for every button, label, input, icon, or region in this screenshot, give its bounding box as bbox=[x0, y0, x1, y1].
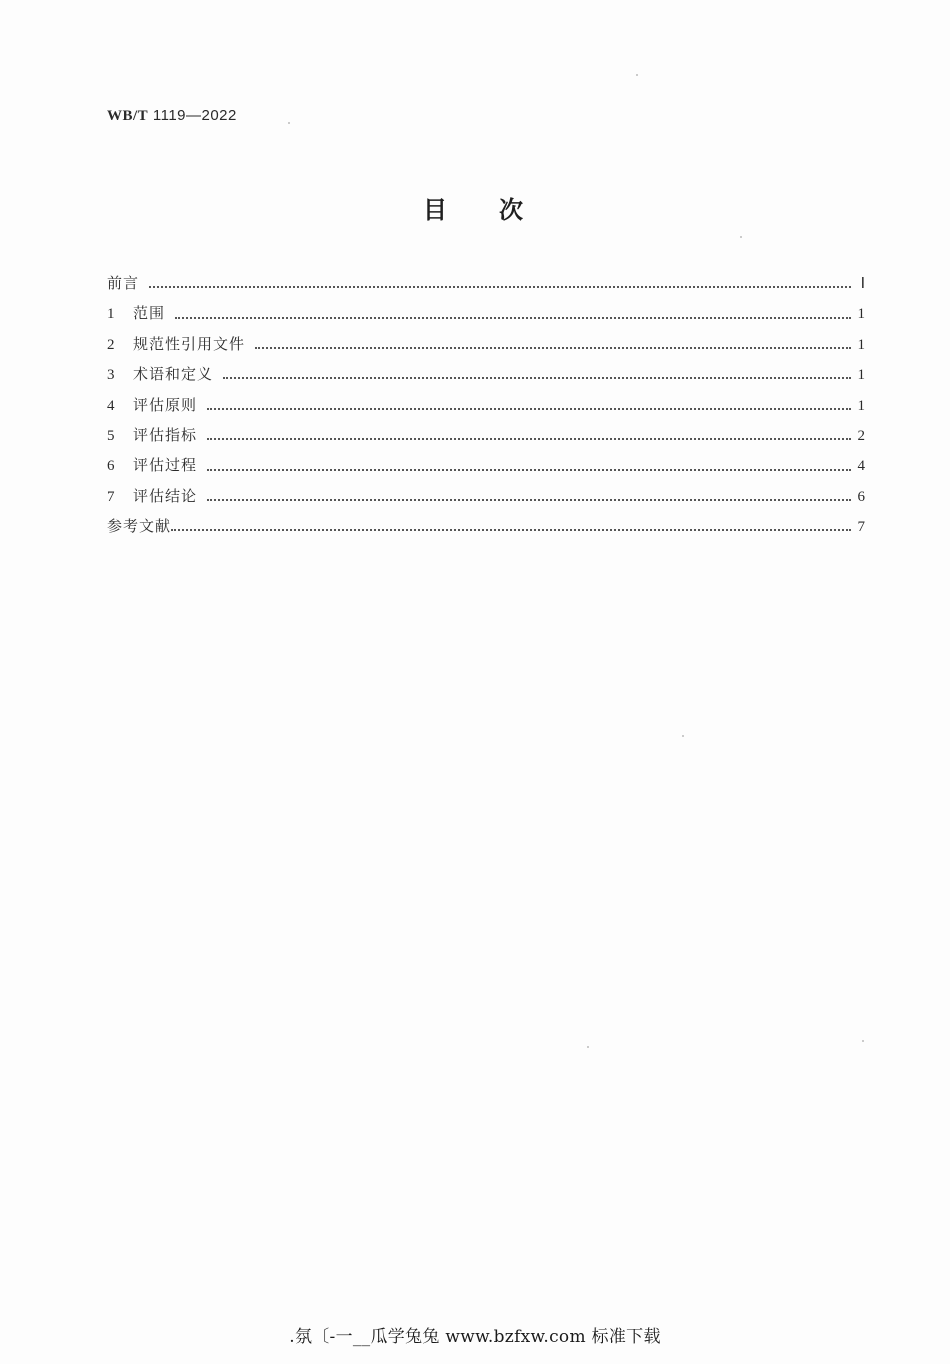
toc-entry-number: 4 bbox=[107, 397, 115, 414]
toc-entry-number: 5 bbox=[107, 427, 115, 444]
scan-speck bbox=[636, 74, 638, 76]
toc-entry-number: 1 bbox=[107, 306, 115, 323]
toc-leader-dots bbox=[255, 347, 851, 349]
scan-speck bbox=[587, 1046, 589, 1048]
toc-entry-label: 评估原则 bbox=[133, 395, 198, 414]
table-of-contents bbox=[107, 272, 865, 546]
toc-entry-scope[interactable] bbox=[107, 302, 865, 332]
toc-entry-number: 3 bbox=[107, 367, 115, 384]
toc-entry-label: 评估过程 bbox=[133, 456, 198, 475]
toc-entry-number: 7 bbox=[107, 488, 115, 505]
toc-leader-dots bbox=[171, 529, 851, 531]
toc-entry-label: 术语和定义 bbox=[133, 365, 214, 384]
toc-leader-dots bbox=[175, 317, 851, 319]
toc-entry-page: 6 bbox=[857, 488, 865, 505]
toc-entry-label: 评估指标 bbox=[133, 425, 198, 444]
toc-entry-number: 2 bbox=[107, 336, 115, 353]
toc-entry-normative-references[interactable] bbox=[107, 333, 865, 363]
watermark-footer: .氛〔-一__瓜学兔兔 www.bzfxw.com 标准下载 bbox=[289, 1327, 661, 1347]
toc-entry-bibliography[interactable] bbox=[107, 515, 865, 545]
toc-entry-page: 2 bbox=[857, 427, 865, 444]
toc-entry-evaluation-conclusion[interactable] bbox=[107, 485, 865, 515]
scan-speck bbox=[682, 735, 684, 737]
toc-entry-foreword[interactable] bbox=[107, 272, 865, 302]
toc-leader-dots bbox=[223, 377, 851, 379]
toc-leader-dots bbox=[207, 438, 851, 440]
toc-entry-evaluation-principles[interactable] bbox=[107, 394, 865, 424]
toc-entry-evaluation-process[interactable] bbox=[107, 454, 865, 484]
standard-number bbox=[107, 107, 237, 125]
toc-leader-dots bbox=[207, 499, 851, 501]
toc-title: 目次 bbox=[423, 196, 575, 224]
toc-entry-label: 规范性引用文件 bbox=[133, 334, 246, 353]
toc-entry-page: 1 bbox=[857, 336, 865, 353]
toc-entry-number: 6 bbox=[107, 458, 115, 475]
toc-entry-label: 范围 bbox=[133, 304, 166, 323]
toc-entry-page: Ⅰ bbox=[860, 276, 865, 292]
toc-entry-label: 评估结论 bbox=[133, 486, 198, 505]
toc-entry-label: 前言 bbox=[107, 274, 140, 292]
scan-speck bbox=[288, 122, 290, 124]
scan-speck bbox=[862, 1040, 864, 1042]
toc-entry-page: 1 bbox=[857, 397, 865, 414]
toc-entry-terms-definitions[interactable] bbox=[107, 363, 865, 393]
toc-entry-page: 7 bbox=[857, 519, 865, 536]
standard-code: 1119—2022 bbox=[152, 107, 237, 124]
toc-entry-page: 4 bbox=[857, 458, 865, 475]
toc-leader-dots bbox=[207, 408, 851, 410]
toc-leader-dots bbox=[207, 469, 851, 471]
standard-org: WB/T bbox=[107, 108, 149, 124]
toc-entry-page: 1 bbox=[857, 306, 865, 323]
toc-entry-evaluation-indicators[interactable] bbox=[107, 424, 865, 454]
scan-speck bbox=[740, 236, 742, 238]
toc-entry-page: 1 bbox=[857, 367, 865, 384]
toc-leader-dots bbox=[149, 286, 851, 288]
toc-entry-label: 参考文献 bbox=[107, 517, 172, 536]
